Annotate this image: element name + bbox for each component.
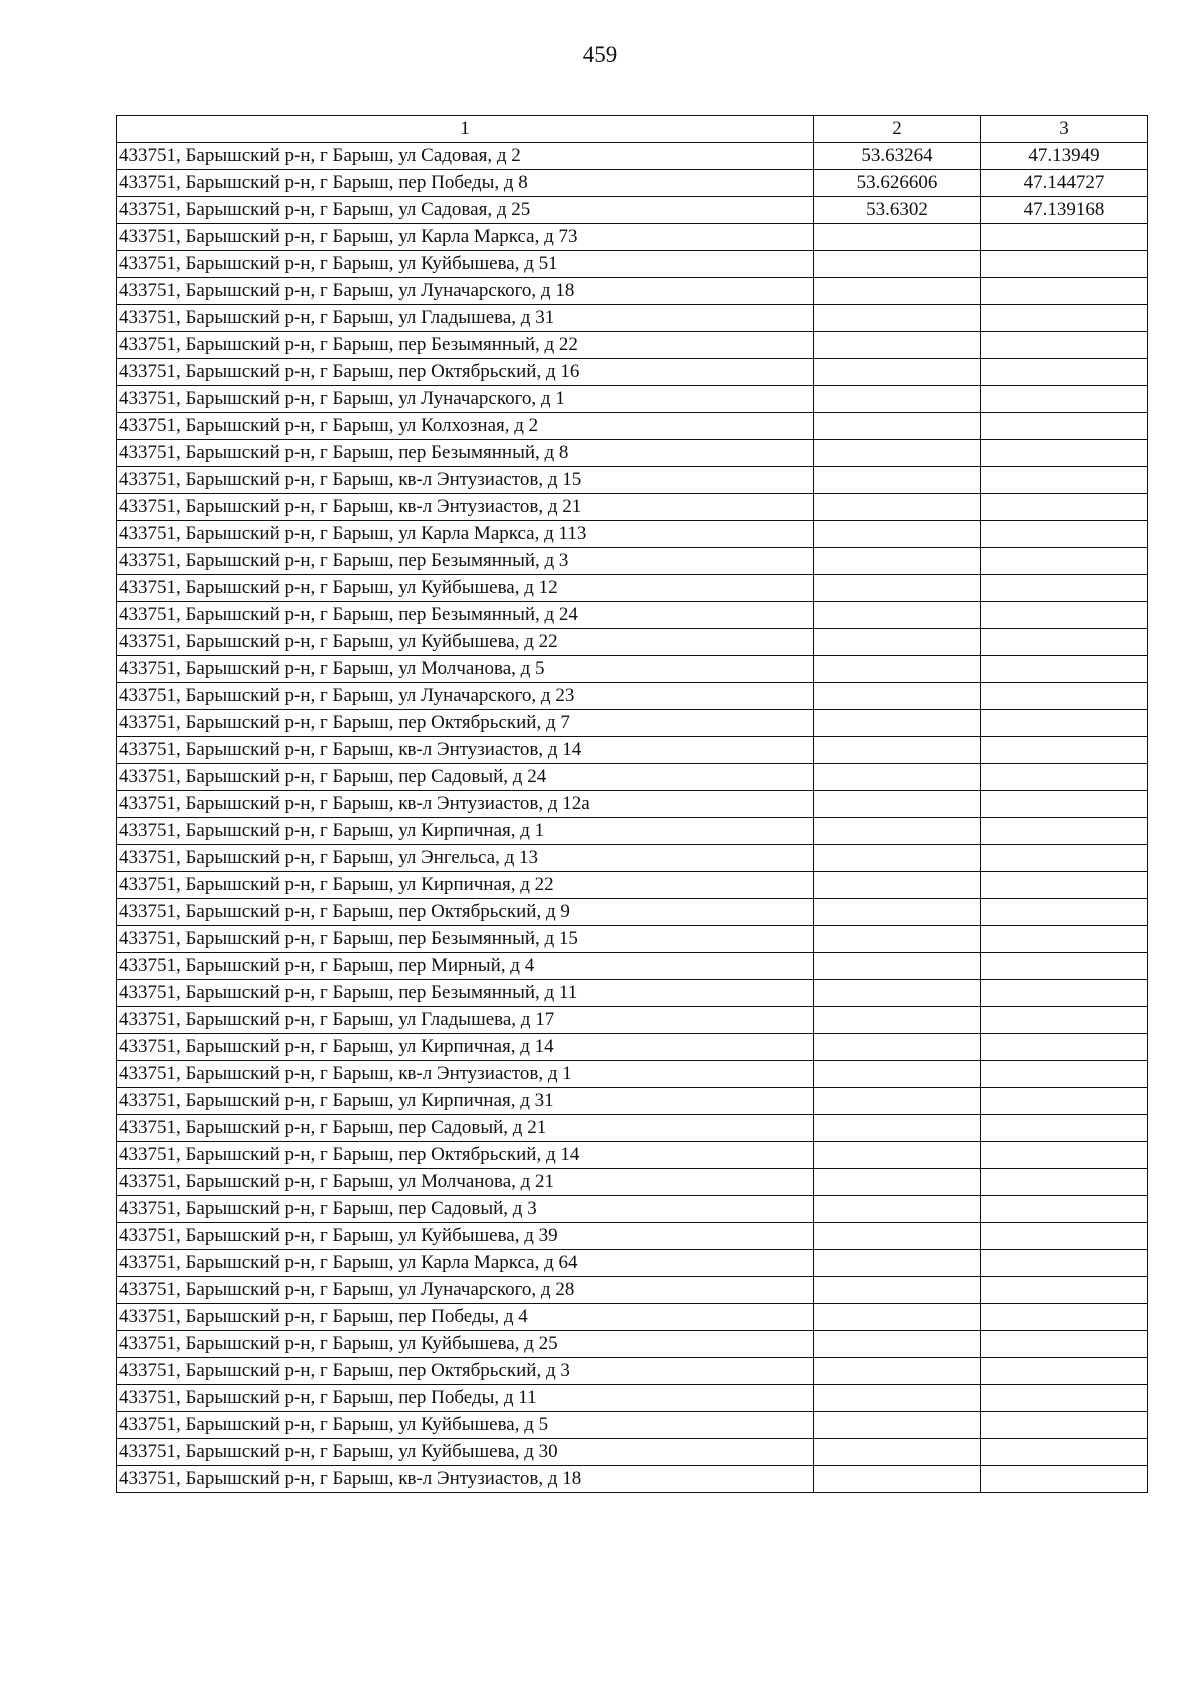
table-body xyxy=(117,143,1148,1493)
table-row xyxy=(117,791,1148,818)
table-row xyxy=(117,467,1148,494)
table-row xyxy=(117,710,1148,737)
address-cell: 433751, Барышский р-н, г Барыш, ул Луначарского, д 28 xyxy=(117,1277,814,1304)
coordinate-cell-3 xyxy=(981,926,1148,953)
coordinate-cell-2 xyxy=(814,737,981,764)
coordinate-cell-2 xyxy=(814,791,981,818)
table-row xyxy=(117,980,1148,1007)
table-row xyxy=(117,1331,1148,1358)
coordinate-cell-3 xyxy=(981,440,1148,467)
coordinate-cell-3 xyxy=(981,602,1148,629)
address-cell: 433751, Барышский р-н, г Барыш, ул Кирпичная, д 14 xyxy=(117,1034,814,1061)
table-row xyxy=(117,845,1148,872)
address-cell: 433751, Барышский р-н, г Барыш, ул Энгельса, д 13 xyxy=(117,845,814,872)
coordinate-cell-2 xyxy=(814,818,981,845)
table-row xyxy=(117,548,1148,575)
coordinate-cell-2 xyxy=(814,278,981,305)
coordinate-cell-3 xyxy=(981,1358,1148,1385)
address-cell: 433751, Барышский р-н, г Барыш, кв-л Энтузиастов, д 18 xyxy=(117,1466,814,1493)
coordinate-cell-2 xyxy=(814,1061,981,1088)
coordinate-cell-2 xyxy=(814,899,981,926)
coordinate-cell-3 xyxy=(981,1061,1148,1088)
address-cell: 433751, Барышский р-н, г Барыш, ул Кирпичная, д 22 xyxy=(117,872,814,899)
coordinate-cell-3 xyxy=(981,467,1148,494)
coordinate-cell-2 xyxy=(814,413,981,440)
coordinate-cell-2: 53.626606 xyxy=(814,170,981,197)
table-row xyxy=(117,1250,1148,1277)
address-cell: 433751, Барышский р-н, г Барыш, пер Садовый, д 21 xyxy=(117,1115,814,1142)
address-cell: 433751, Барышский р-н, г Барыш, кв-л Энтузиастов, д 14 xyxy=(117,737,814,764)
coordinate-cell-2 xyxy=(814,305,981,332)
coordinate-cell-3 xyxy=(981,1007,1148,1034)
table-row xyxy=(117,737,1148,764)
coordinate-cell-2: 53.63264 xyxy=(814,143,981,170)
table-row xyxy=(117,224,1148,251)
address-cell: 433751, Барышский р-н, г Барыш, пер Октябрьский, д 9 xyxy=(117,899,814,926)
table-row xyxy=(117,899,1148,926)
coordinate-cell-2 xyxy=(814,602,981,629)
coordinate-cell-3 xyxy=(981,1142,1148,1169)
column-header-2: 2 xyxy=(814,116,981,143)
coordinate-cell-2 xyxy=(814,1115,981,1142)
address-cell: 433751, Барышский р-н, г Барыш, ул Молчанова, д 5 xyxy=(117,656,814,683)
table-row xyxy=(117,656,1148,683)
table-row xyxy=(117,1088,1148,1115)
address-cell: 433751, Барышский р-н, г Барыш, ул Колхозная, д 2 xyxy=(117,413,814,440)
address-cell: 433751, Барышский р-н, г Барыш, ул Куйбышева, д 51 xyxy=(117,251,814,278)
coordinate-cell-3 xyxy=(981,872,1148,899)
table-row xyxy=(117,1439,1148,1466)
coordinate-cell-2 xyxy=(814,1304,981,1331)
address-cell: 433751, Барышский р-н, г Барыш, пер Октябрьский, д 14 xyxy=(117,1142,814,1169)
address-cell: 433751, Барышский р-н, г Барыш, ул Молчанова, д 21 xyxy=(117,1169,814,1196)
coordinate-cell-3: 47.139168 xyxy=(981,197,1148,224)
page-number: 459 xyxy=(582,42,618,67)
coordinate-cell-2 xyxy=(814,548,981,575)
table-row xyxy=(117,1115,1148,1142)
address-cell: 433751, Барышский р-н, г Барыш, кв-л Энтузиастов, д 21 xyxy=(117,494,814,521)
coordinate-cell-2: 53.6302 xyxy=(814,197,981,224)
address-cell: 433751, Барышский р-н, г Барыш, пер Безымянный, д 8 xyxy=(117,440,814,467)
coordinate-cell-3 xyxy=(981,899,1148,926)
coordinate-cell-2 xyxy=(814,872,981,899)
address-cell: 433751, Барышский р-н, г Барыш, ул Куйбышева, д 12 xyxy=(117,575,814,602)
table-row xyxy=(117,386,1148,413)
address-cell: 433751, Барышский р-н, г Барыш, пер Безымянный, д 22 xyxy=(117,332,814,359)
coordinate-cell-2 xyxy=(814,467,981,494)
address-cell: 433751, Барышский р-н, г Барыш, пер Победы, д 4 xyxy=(117,1304,814,1331)
table-row xyxy=(117,953,1148,980)
coordinate-cell-3 xyxy=(981,980,1148,1007)
address-cell: 433751, Барышский р-н, г Барыш, ул Луначарского, д 18 xyxy=(117,278,814,305)
table-row xyxy=(117,197,1148,224)
table-row xyxy=(117,1358,1148,1385)
coordinate-cell-2 xyxy=(814,359,981,386)
table-row xyxy=(117,278,1148,305)
address-cell: 433751, Барышский р-н, г Барыш, ул Куйбышева, д 5 xyxy=(117,1412,814,1439)
coordinate-cell-2 xyxy=(814,1007,981,1034)
coordinate-cell-3 xyxy=(981,764,1148,791)
coordinate-cell-3 xyxy=(981,278,1148,305)
coordinate-cell-2 xyxy=(814,332,981,359)
table-row xyxy=(117,1223,1148,1250)
coordinate-cell-2 xyxy=(814,1358,981,1385)
coordinate-cell-3 xyxy=(981,953,1148,980)
coordinate-cell-3 xyxy=(981,683,1148,710)
coordinate-cell-2 xyxy=(814,1142,981,1169)
column-header-3: 3 xyxy=(981,116,1148,143)
address-cell: 433751, Барышский р-н, г Барыш, пер Садовый, д 3 xyxy=(117,1196,814,1223)
address-cell: 433751, Барышский р-н, г Барыш, пер Садовый, д 24 xyxy=(117,764,814,791)
coordinate-cell-2 xyxy=(814,1277,981,1304)
coordinate-cell-2 xyxy=(814,1385,981,1412)
coordinate-cell-3 xyxy=(981,1034,1148,1061)
coordinate-cell-3 xyxy=(981,1412,1148,1439)
table-row xyxy=(117,413,1148,440)
coordinate-cell-2 xyxy=(814,1034,981,1061)
coordinate-cell-3 xyxy=(981,1115,1148,1142)
coordinate-cell-3 xyxy=(981,791,1148,818)
coordinate-cell-2 xyxy=(814,926,981,953)
address-cell: 433751, Барышский р-н, г Барыш, ул Куйбышева, д 30 xyxy=(117,1439,814,1466)
coordinate-cell-3 xyxy=(981,818,1148,845)
coordinate-cell-3 xyxy=(981,224,1148,251)
coordinate-cell-3 xyxy=(981,845,1148,872)
column-header-1: 1 xyxy=(117,116,814,143)
table-row xyxy=(117,251,1148,278)
coordinate-cell-3 xyxy=(981,575,1148,602)
table-row xyxy=(117,1466,1148,1493)
coordinate-cell-2 xyxy=(814,440,981,467)
address-cell: 433751, Барышский р-н, г Барыш, ул Гладышева, д 31 xyxy=(117,305,814,332)
address-cell: 433751, Барышский р-н, г Барыш, ул Карла Маркса, д 64 xyxy=(117,1250,814,1277)
coordinate-cell-2 xyxy=(814,1169,981,1196)
table-row xyxy=(117,1412,1148,1439)
address-cell: 433751, Барышский р-н, г Барыш, ул Карла Маркса, д 113 xyxy=(117,521,814,548)
table-row xyxy=(117,764,1148,791)
coordinate-cell-2 xyxy=(814,1088,981,1115)
coordinate-cell-3 xyxy=(981,548,1148,575)
coordinate-cell-3 xyxy=(981,629,1148,656)
coordinate-cell-3 xyxy=(981,737,1148,764)
coordinate-cell-3: 47.13949 xyxy=(981,143,1148,170)
table-row xyxy=(117,1034,1148,1061)
coordinate-cell-3 xyxy=(981,1169,1148,1196)
coordinate-cell-2 xyxy=(814,224,981,251)
coordinate-cell-2 xyxy=(814,1412,981,1439)
address-cell: 433751, Барышский р-н, г Барыш, ул Кирпичная, д 31 xyxy=(117,1088,814,1115)
coordinate-cell-3 xyxy=(981,251,1148,278)
coordinate-cell-3 xyxy=(981,1277,1148,1304)
coordinate-cell-3 xyxy=(981,1331,1148,1358)
table-row xyxy=(117,1385,1148,1412)
table-row xyxy=(117,1061,1148,1088)
coordinate-cell-2 xyxy=(814,1250,981,1277)
coordinate-cell-3 xyxy=(981,1466,1148,1493)
table-row xyxy=(117,602,1148,629)
coordinate-cell-2 xyxy=(814,764,981,791)
coordinate-cell-3 xyxy=(981,656,1148,683)
table-row xyxy=(117,1007,1148,1034)
table-header-row xyxy=(117,116,1148,143)
coordinate-cell-2 xyxy=(814,710,981,737)
address-cell: 433751, Барышский р-н, г Барыш, пер Безымянный, д 24 xyxy=(117,602,814,629)
coordinate-cell-3 xyxy=(981,1223,1148,1250)
address-cell: 433751, Барышский р-н, г Барыш, ул Куйбышева, д 22 xyxy=(117,629,814,656)
table-row xyxy=(117,818,1148,845)
coordinate-cell-2 xyxy=(814,953,981,980)
address-cell: 433751, Барышский р-н, г Барыш, ул Садовая, д 2 xyxy=(117,143,814,170)
coordinate-cell-3 xyxy=(981,413,1148,440)
coordinate-cell-2 xyxy=(814,845,981,872)
table-row xyxy=(117,629,1148,656)
coordinate-cell-2 xyxy=(814,386,981,413)
coordinate-cell-2 xyxy=(814,1439,981,1466)
table-row xyxy=(117,1277,1148,1304)
address-cell: 433751, Барышский р-н, г Барыш, пер Безымянный, д 11 xyxy=(117,980,814,1007)
table-row xyxy=(117,143,1148,170)
coordinate-cell-2 xyxy=(814,1466,981,1493)
address-cell: 433751, Барышский р-н, г Барыш, ул Луначарского, д 1 xyxy=(117,386,814,413)
address-cell: 433751, Барышский р-н, г Барыш, кв-л Энтузиастов, д 1 xyxy=(117,1061,814,1088)
address-cell: 433751, Барышский р-н, г Барыш, пер Октябрьский, д 7 xyxy=(117,710,814,737)
table-row xyxy=(117,1142,1148,1169)
coordinate-cell-2 xyxy=(814,1331,981,1358)
address-cell: 433751, Барышский р-н, г Барыш, ул Карла Маркса, д 73 xyxy=(117,224,814,251)
coordinate-cell-3 xyxy=(981,332,1148,359)
table-row xyxy=(117,494,1148,521)
coordinate-cell-3 xyxy=(981,359,1148,386)
table-row xyxy=(117,926,1148,953)
address-cell: 433751, Барышский р-н, г Барыш, ул Куйбышева, д 25 xyxy=(117,1331,814,1358)
address-table xyxy=(116,115,1148,1493)
coordinate-cell-3 xyxy=(981,386,1148,413)
address-cell: 433751, Барышский р-н, г Барыш, ул Кирпичная, д 1 xyxy=(117,818,814,845)
coordinate-cell-2 xyxy=(814,629,981,656)
table-row xyxy=(117,170,1148,197)
address-cell: 433751, Барышский р-н, г Барыш, пер Победы, д 11 xyxy=(117,1385,814,1412)
table-row xyxy=(117,305,1148,332)
address-cell: 433751, Барышский р-н, г Барыш, пер Мирный, д 4 xyxy=(117,953,814,980)
address-cell: 433751, Барышский р-н, г Барыш, ул Луначарского, д 23 xyxy=(117,683,814,710)
coordinate-cell-2 xyxy=(814,1223,981,1250)
coordinate-cell-2 xyxy=(814,521,981,548)
address-cell: 433751, Барышский р-н, г Барыш, кв-л Энтузиастов, д 12а xyxy=(117,791,814,818)
coordinate-cell-3 xyxy=(981,1304,1148,1331)
coordinate-cell-3 xyxy=(981,521,1148,548)
coordinate-cell-3 xyxy=(981,710,1148,737)
coordinate-cell-2 xyxy=(814,575,981,602)
address-cell: 433751, Барышский р-н, г Барыш, пер Безымянный, д 15 xyxy=(117,926,814,953)
coordinate-cell-2 xyxy=(814,656,981,683)
coordinate-cell-2 xyxy=(814,251,981,278)
table-row xyxy=(117,872,1148,899)
table-row xyxy=(117,359,1148,386)
address-cell: 433751, Барышский р-н, г Барыш, пер Безымянный, д 3 xyxy=(117,548,814,575)
table-row xyxy=(117,521,1148,548)
table-row xyxy=(117,575,1148,602)
address-cell: 433751, Барышский р-н, г Барыш, ул Куйбышева, д 39 xyxy=(117,1223,814,1250)
address-cell: 433751, Барышский р-н, г Барыш, пер Октябрьский, д 16 xyxy=(117,359,814,386)
coordinate-cell-3 xyxy=(981,1250,1148,1277)
address-cell: 433751, Барышский р-н, г Барыш, пер Октябрьский, д 3 xyxy=(117,1358,814,1385)
coordinate-cell-2 xyxy=(814,1196,981,1223)
coordinate-cell-2 xyxy=(814,494,981,521)
address-cell: 433751, Барышский р-н, г Барыш, пер Победы, д 8 xyxy=(117,170,814,197)
coordinate-cell-3 xyxy=(981,1385,1148,1412)
table-row xyxy=(117,1196,1148,1223)
coordinate-cell-3 xyxy=(981,1439,1148,1466)
address-cell: 433751, Барышский р-н, г Барыш, кв-л Энтузиастов, д 15 xyxy=(117,467,814,494)
coordinate-cell-3: 47.144727 xyxy=(981,170,1148,197)
coordinate-cell-3 xyxy=(981,494,1148,521)
coordinate-cell-3 xyxy=(981,1196,1148,1223)
coordinate-cell-2 xyxy=(814,980,981,1007)
table-row xyxy=(117,683,1148,710)
table-row xyxy=(117,440,1148,467)
table-row xyxy=(117,332,1148,359)
table-row xyxy=(117,1169,1148,1196)
address-cell: 433751, Барышский р-н, г Барыш, ул Гладышева, д 17 xyxy=(117,1007,814,1034)
table-row xyxy=(117,1304,1148,1331)
address-cell: 433751, Барышский р-н, г Барыш, ул Садовая, д 25 xyxy=(117,197,814,224)
coordinate-cell-3 xyxy=(981,305,1148,332)
coordinate-cell-2 xyxy=(814,683,981,710)
coordinate-cell-3 xyxy=(981,1088,1148,1115)
